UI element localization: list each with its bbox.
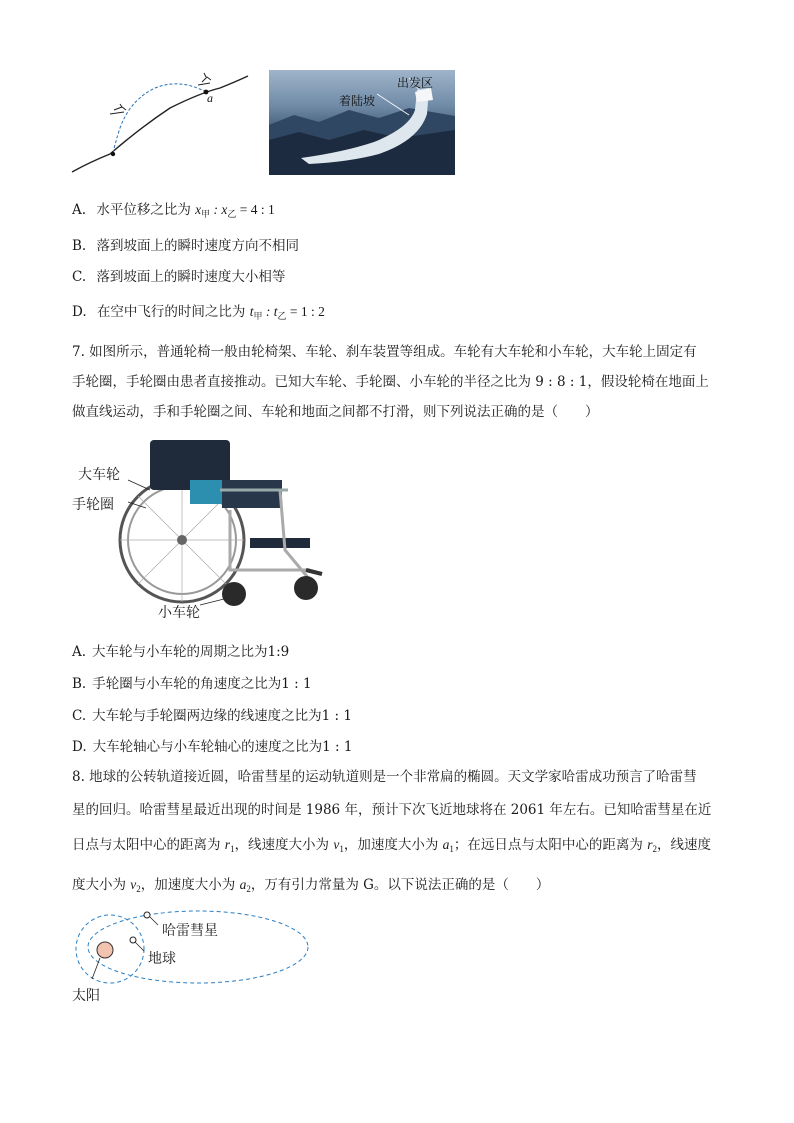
q6-option-d: D. 在空中飞行的时间之比为 $t_甲$ : $t_乙 = 1$ : 2 bbox=[72, 304, 325, 321]
label-sun: 太阳 bbox=[72, 988, 100, 1004]
label-earth: 地球 bbox=[148, 951, 176, 967]
q7-option-d: D. 大车轮轴心与小车轮轴心的速度之比为1 : 1 bbox=[72, 739, 353, 755]
landing-slope-label: 着陆坡 bbox=[339, 94, 376, 108]
q7-stem-line-1: 7. 如图所示，普通轮椅一般由轮椅架、车轮、刹车装置等组成。车轮有大车轮和小车轮，大车轮上固定有 bbox=[72, 344, 697, 360]
label-small-wheel: 小车轮 bbox=[158, 605, 200, 621]
label-comet: 哈雷彗星 bbox=[162, 923, 218, 939]
wheelchair-image bbox=[110, 430, 350, 615]
q8-stem-line-3: 日点与太阳中心的距离为 $r_1$，线速度大小为 $v_1$，加速度大小为 $a_1$；在远日点与太阳中心的距离为 $r_2$，线速度 bbox=[72, 837, 711, 854]
q7-stem-line-2: 手轮圈，手轮圈由患者直接推动。已知大车轮、手轮圈、小车轮的半径之比为 9 : 8 : 1，假设轮椅在地面上 bbox=[72, 374, 709, 390]
q6-option-b: B. 落到坡面上的瞬时速度方向不相同 bbox=[72, 238, 300, 254]
label-big-wheel: 大车轮 bbox=[78, 467, 120, 483]
q8-stem-line-1: 8. 地球的公转轨道接近圆，哈雷彗星的运动轨道则是一个非常扁的椭圆。天文学家哈雷成功预言了哈雷彗 bbox=[72, 769, 697, 785]
q8-stem-line-4: 度大小为 $v_2$，加速度大小为 $a_2$，万有引力常量为 G。以下说法正确的是（ ） bbox=[72, 877, 550, 894]
label-hand-rim: 手轮圈 bbox=[72, 497, 114, 513]
q7-option-c: C. 大车轮与手轮圈两边缘的线速度之比为1 : 1 bbox=[72, 708, 352, 724]
point-a-label: a bbox=[207, 91, 213, 105]
q6-option-a: A. 水平位移之比为 $x_甲$ : $x_乙 = 4$ : 1 bbox=[72, 202, 275, 219]
start-area-label: 出发区 bbox=[397, 76, 434, 90]
ski-jump-photo bbox=[269, 70, 455, 175]
q7-option-a: A. 大车轮与小车轮的周期之比为1:9 bbox=[72, 644, 290, 660]
q8-stem-line-2: 星的回归。哈雷彗星最近出现的时间是 1986 年，预计下次飞近地球将在 2061 年左右。已知哈雷彗星在近 bbox=[72, 802, 712, 818]
ski-slope-diagram bbox=[70, 68, 255, 178]
q7-stem-line-3: 做直线运动，手和手轮圈之间、车轮和地面之间都不打滑，则下列说法正确的是（ ） bbox=[72, 404, 599, 420]
q7-option-b: B. 手轮圈与小车轮的角速度之比为1 : 1 bbox=[72, 676, 312, 692]
q6-option-c: C. 落到坡面上的瞬时速度大小相等 bbox=[72, 269, 286, 285]
